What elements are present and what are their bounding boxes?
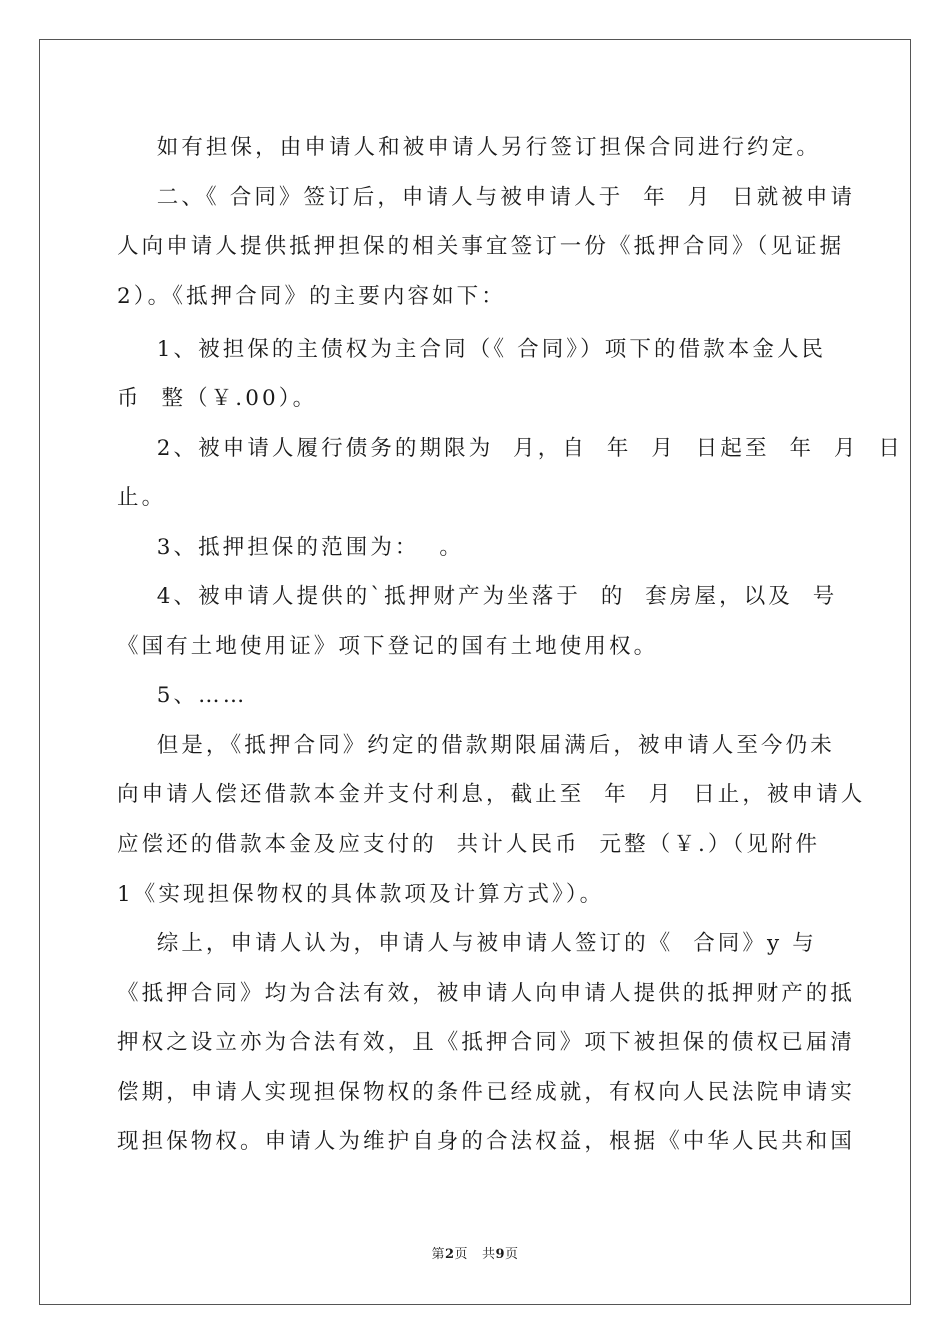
text-line: 人向申请人提供抵押担保的相关事宜签订一份《抵押合同》（见证据 [117,234,845,259]
text-line: 二、《 合同》签订后，申请人与被申请人于 年 月 日就被申请 [117,185,856,210]
text-line: 偿期，申请人实现担保物权的条件已经成就，有权向人民法院申请实 [117,1080,856,1105]
page-unit: 页 [454,1247,469,1262]
page-footer [0,1246,950,1264]
text-line: 2）。《抵押合同》的主要内容如下： [117,284,506,309]
page-current: 2 [444,1247,455,1262]
text-line: 1《实现担保物权的具体款项及计算方式》）。 [117,882,605,907]
text-line: 2、被申请人履行债务的期限为 月，自 年 月 日起至 年 月 日 [117,436,903,461]
text-line: 如有担保，由申请人和被申请人另行签订担保合同进行约定。 [117,135,821,160]
text-line: 3、抵押担保的范围为： 。 [117,535,464,560]
text-line: 止。 [117,485,167,510]
text-line: 现担保物权。申请人为维护自身的合法权益，根据《中华人民共和国 [117,1129,856,1154]
total-prefix: 共 [481,1247,496,1262]
text-line: 5、…… [117,683,248,708]
text-line: 币 整（￥.00）。 [117,386,318,411]
total-unit: 页 [505,1247,519,1262]
text-line: 押权之设立亦为合法有效，且《抵押合同》项下被担保的债权已届清 [117,1030,856,1055]
page-prefix: 第 [431,1247,445,1262]
text-line: 1、被担保的主债权为主合同（《 合同》）项下的借款本金人民 [117,337,827,362]
text-line: 《国有土地使用证》项下登记的国有土地使用权。 [117,634,659,659]
text-line: 综上，申请人认为，申请人与被申请人签订的《 合同》y 与 [117,931,817,956]
text-line: 向申请人偿还借款本金并支付利息，截止至 年 月 日止，被申请人 [117,782,866,807]
text-line: 应偿还的借款本金及应支付的 共计人民币 元整（￥.）（见附件 [117,832,821,857]
text-line: 4、被申请人提供的`抵押财产为坐落于 的 套房屋，以及 号 [117,584,838,609]
page-total: 9 [495,1247,506,1262]
page-border [39,39,911,1305]
text-line: 《抵押合同》均为合法有效，被申请人向申请人提供的抵押财产的抵 [117,981,856,1006]
text-line: 但是，《抵押合同》约定的借款期限届满后，被申请人至今仍未 [117,733,835,758]
